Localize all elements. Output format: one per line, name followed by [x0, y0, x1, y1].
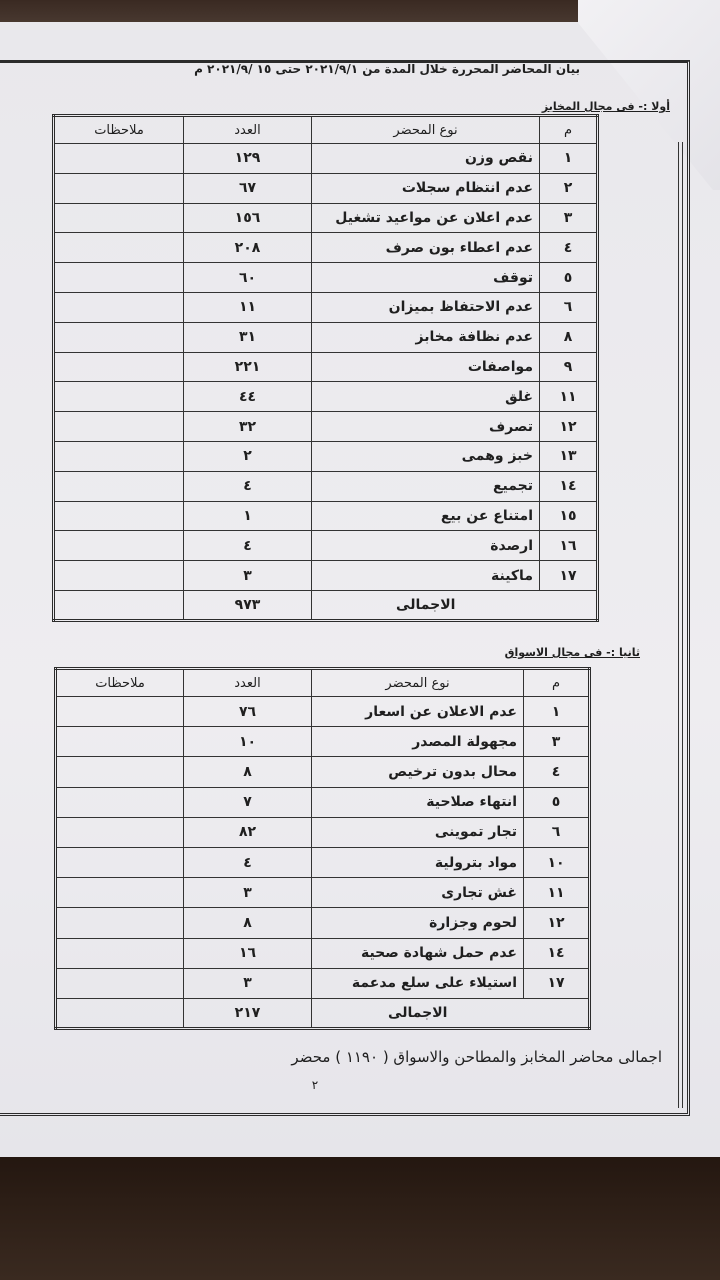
cell-count: ١١ — [184, 292, 312, 322]
cell-count: ٢٠٨ — [184, 233, 312, 263]
header-notes: ملاحظات — [54, 116, 184, 144]
table-header-row — [56, 669, 590, 697]
table-body — [54, 144, 598, 621]
cell-count: ١٢٩ — [184, 144, 312, 174]
cell-count: ٤ — [184, 531, 312, 561]
cell-type: تصرف — [312, 412, 540, 442]
cell-notes — [54, 382, 184, 412]
grand-total-summary: اجمالى محاضر المخابز والمطاحن والاسواق ( ١١٩٠ ) محضر — [291, 1048, 662, 1066]
cell-type: عدم اعلان عن مواعيد تشغيل — [312, 203, 540, 233]
page-number: ٢ — [311, 1078, 319, 1092]
cell-count: ١٥٦ — [184, 203, 312, 233]
table-row — [56, 697, 590, 727]
total-row — [56, 998, 590, 1028]
cell-num: ٤ — [540, 233, 598, 263]
total-value: ٩٧٣ — [184, 590, 312, 620]
cell-count: ٢ — [184, 441, 312, 471]
cell-num: ٤ — [524, 757, 590, 787]
cell-num: ١٤ — [540, 471, 598, 501]
cell-num: ٥ — [540, 263, 598, 293]
cell-notes — [56, 727, 184, 757]
background-bottom — [0, 1157, 720, 1280]
cell-notes — [54, 531, 184, 561]
table-row — [54, 203, 598, 233]
page-border-right — [678, 142, 683, 1108]
table-row — [54, 292, 598, 322]
cell-notes — [54, 412, 184, 442]
section-markets-label: ثانيا :- فى مجال الاسواق — [504, 646, 640, 659]
cell-type: تجميع — [312, 471, 540, 501]
table-row — [54, 382, 598, 412]
cell-num: ١٧ — [524, 968, 590, 998]
table-body — [56, 697, 590, 1029]
table-row — [56, 727, 590, 757]
cell-type: امتناع عن بيع — [312, 501, 540, 531]
cell-count: ١ — [184, 501, 312, 531]
table-row — [54, 412, 598, 442]
cell-type: نقص وزن — [312, 144, 540, 174]
table-row — [54, 144, 598, 174]
header-num: م — [540, 116, 598, 144]
table-row — [56, 938, 590, 968]
table-row — [54, 352, 598, 382]
bakeries-violations-table — [52, 114, 599, 622]
cell-type: تجار تموينى — [312, 817, 524, 847]
cell-count: ٨ — [184, 908, 312, 938]
cell-num — [540, 590, 598, 620]
cell-type: عدم الاحتفاظ بميزان — [312, 292, 540, 322]
cell-count: ٧٦ — [184, 697, 312, 727]
cell-type: لحوم وجزارة — [312, 908, 524, 938]
cell-num: ٢ — [540, 173, 598, 203]
cell-notes — [54, 352, 184, 382]
table-row — [56, 878, 590, 908]
cell-notes — [56, 938, 184, 968]
cell-count: ٤ — [184, 471, 312, 501]
cell-count: ٣١ — [184, 322, 312, 352]
cell-type: عدم نظافة مخابز — [312, 322, 540, 352]
cell-count: ٨٢ — [184, 817, 312, 847]
table-header-row — [54, 116, 598, 144]
cell-type: خبز وهمى — [312, 441, 540, 471]
cell-notes — [56, 787, 184, 817]
cell-notes — [56, 697, 184, 727]
cell-type: ماكينة — [312, 561, 540, 591]
cell-notes — [56, 908, 184, 938]
total-label: الاجمالى — [312, 590, 540, 620]
table-row — [54, 531, 598, 561]
cell-num: ١٧ — [540, 561, 598, 591]
document-title: بيان المحاضر المحررة خلال المدة من ٢٠٢١/٩/١ حتى ١٥ /٢٠٢١/٩ م — [194, 62, 580, 76]
cell-count: ٣ — [184, 878, 312, 908]
cell-notes — [54, 144, 184, 174]
table-row — [54, 233, 598, 263]
cell-notes — [54, 471, 184, 501]
cell-count: ١٠ — [184, 727, 312, 757]
cell-num: ٦ — [524, 817, 590, 847]
cell-num — [524, 998, 590, 1028]
cell-count: ٤ — [184, 847, 312, 877]
table-row — [56, 847, 590, 877]
table-row — [54, 501, 598, 531]
header-type: نوع المحضر — [312, 116, 540, 144]
cell-notes — [56, 847, 184, 877]
cell-num: ١٦ — [540, 531, 598, 561]
table-row — [54, 561, 598, 591]
cell-num: ١٠ — [524, 847, 590, 877]
cell-num: ٨ — [540, 322, 598, 352]
cell-type: عدم الاعلان عن اسعار — [312, 697, 524, 727]
cell-notes — [54, 263, 184, 293]
cell-type: محال بدون ترخيص — [312, 757, 524, 787]
cell-count: ٢٢١ — [184, 352, 312, 382]
cell-notes — [56, 998, 184, 1028]
cell-notes — [54, 292, 184, 322]
cell-num: ٩ — [540, 352, 598, 382]
cell-type: عدم اعطاء بون صرف — [312, 233, 540, 263]
header-num: م — [524, 669, 590, 697]
cell-type: مواصفات — [312, 352, 540, 382]
cell-notes — [54, 590, 184, 620]
cell-count: ٦٧ — [184, 173, 312, 203]
cell-notes — [54, 173, 184, 203]
cell-num: ٥ — [524, 787, 590, 817]
cell-notes — [54, 322, 184, 352]
table-row — [56, 757, 590, 787]
cell-count: ٨ — [184, 757, 312, 787]
cell-type: عدم حمل شهادة صحية — [312, 938, 524, 968]
cell-num: ١١ — [524, 878, 590, 908]
cell-notes — [56, 817, 184, 847]
table-row — [56, 817, 590, 847]
markets-violations-table — [54, 667, 591, 1030]
cell-num: ١٣ — [540, 441, 598, 471]
header-count: العدد — [184, 669, 312, 697]
total-row — [54, 590, 598, 620]
cell-num: ٣ — [540, 203, 598, 233]
table-row — [54, 471, 598, 501]
cell-type: غلق — [312, 382, 540, 412]
table-row — [54, 173, 598, 203]
table-row — [54, 441, 598, 471]
cell-notes — [56, 968, 184, 998]
section-bakeries-label: أولا :- فى مجال المخابز — [541, 100, 670, 113]
header-type: نوع المحضر — [312, 669, 524, 697]
table-row — [54, 263, 598, 293]
cell-num: ١ — [524, 697, 590, 727]
cell-num: ٣ — [524, 727, 590, 757]
cell-notes — [54, 233, 184, 263]
cell-type: عدم انتظام سجلات — [312, 173, 540, 203]
table-row — [56, 968, 590, 998]
cell-num: ١١ — [540, 382, 598, 412]
header-count: العدد — [184, 116, 312, 144]
cell-notes — [54, 441, 184, 471]
cell-count: ٤٤ — [184, 382, 312, 412]
table-row — [56, 908, 590, 938]
cell-num: ١ — [540, 144, 598, 174]
cell-type: ارصدة — [312, 531, 540, 561]
cell-count: ٣٢ — [184, 412, 312, 442]
total-label: الاجمالى — [312, 998, 524, 1028]
cell-num: ١٢ — [524, 908, 590, 938]
cell-count: ٣ — [184, 561, 312, 591]
table-row — [54, 322, 598, 352]
header-notes: ملاحظات — [56, 669, 184, 697]
cell-num: ١٥ — [540, 501, 598, 531]
cell-notes — [54, 561, 184, 591]
cell-type: مواد بترولية — [312, 847, 524, 877]
cell-type: انتهاء صلاحية — [312, 787, 524, 817]
cell-num: ١٢ — [540, 412, 598, 442]
cell-type: مجهولة المصدر — [312, 727, 524, 757]
cell-type: استيلاء على سلع مدعمة — [312, 968, 524, 998]
cell-notes — [54, 501, 184, 531]
cell-count: ٦٠ — [184, 263, 312, 293]
table-row — [56, 787, 590, 817]
cell-notes — [56, 757, 184, 787]
cell-count: ١٦ — [184, 938, 312, 968]
cell-notes — [54, 203, 184, 233]
cell-type: توقف — [312, 263, 540, 293]
cell-num: ٦ — [540, 292, 598, 322]
cell-count: ٣ — [184, 968, 312, 998]
cell-type: غش تجارى — [312, 878, 524, 908]
cell-num: ١٤ — [524, 938, 590, 968]
cell-count: ٧ — [184, 787, 312, 817]
cell-notes — [56, 878, 184, 908]
total-value: ٢١٧ — [184, 998, 312, 1028]
